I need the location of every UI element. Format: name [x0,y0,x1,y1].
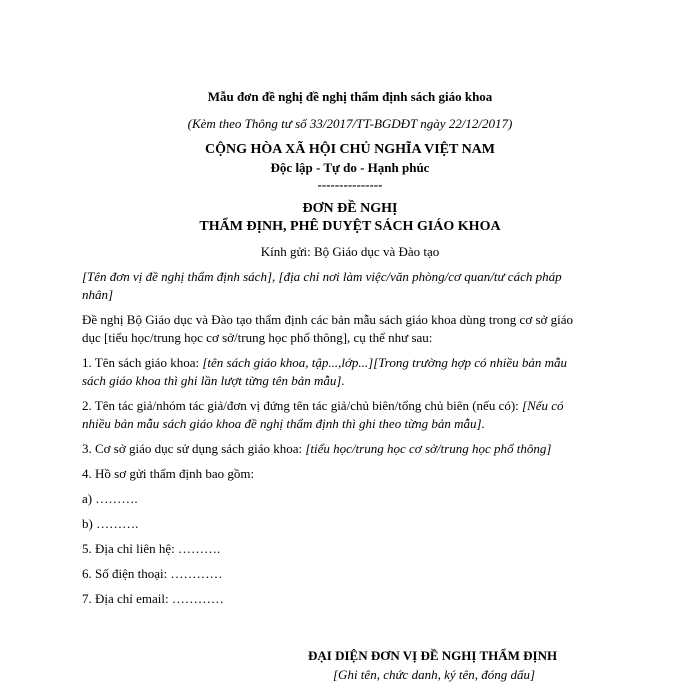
item-3-label: 3. Cơ sở giáo dục sử dụng sách giáo khoa: [82,441,306,456]
motto: Độc lập - Tự do - Hạnh phúc [270,160,430,175]
divider: --------------- [317,177,383,192]
item-1 [82,354,622,372]
doc-title: ĐƠN ĐỀ NGHỊ [302,201,398,216]
request-line-1: Đề nghị Bộ Giáo dục và Đào tạo thẩm định các bản mẫu sách giáo khoa dùng trong cơ sở giáo [82,312,574,327]
doc-subtitle: THẨM ĐỊNH, PHÊ DUYỆT SÁCH GIÁO KHOA [199,219,501,234]
signature-title: ĐẠI DIỆN ĐƠN VỊ ĐỀ NGHỊ THẨM ĐỊNH [308,648,558,663]
item-3-detail: [tiểu học/trung học cơ sở/trung học phổ thông] [305,441,552,456]
recipient: Kính gửi: Bộ Giáo dục và Đào tạo [260,244,440,259]
item-7: 7. Địa chỉ email: ………… [82,591,224,606]
item-4b: b) ………. [82,516,139,531]
request-line-2: dục [tiểu học/trung học cơ sở/trung học phổ thông], cụ thể như sau: [82,330,433,345]
nation-heading: CỘNG HÒA XÃ HỘI CHỦ NGHĨA VIỆT NAM [204,142,495,157]
item-2 [82,397,622,415]
item-4: 4. Hồ sơ gửi thẩm định bao gồm: [82,466,255,481]
attached-note: (Kèm theo Thông tư số 33/2017/TT-BGDĐT ngày 22/12/2017) [187,116,513,131]
item-3 [82,440,622,458]
item-1-line-2: sách giáo khoa thì ghi lần lượt từng tên bản mẫu]. [82,373,345,388]
applicant-line-2: nhân] [82,287,114,302]
item-1-label: 1. Tên sách giáo khoa: [82,355,203,370]
signature-note: [Ghi tên, chức danh, ký tên, đóng dấu] [333,667,536,682]
applicant-line-1: [Tên đơn vị đề nghị thẩm định sách], [địa chỉ nơi làm việc/văn phòng/cơ quan/tư cách pháp [82,269,562,284]
item-2-line-2: nhiều bản mẫu sách giáo khoa đề nghị thẩm định thì ghi theo từng bản mẫu]. [82,416,485,431]
item-6: 6. Số điện thoại: ………… [82,566,223,581]
item-1-detail: [tên sách giáo khoa, tập...,lớp...][Trong trường hợp có nhiều bản mẫu [202,355,568,370]
item-5: 5. Địa chỉ liên hệ: ………. [82,541,221,556]
form-title: Mẫu đơn đề nghị đề nghị thẩm định sách giáo khoa [207,89,493,104]
item-2-label: 2. Tên tác giả/nhóm tác giả/đơn vị đứng tên tác giả/chủ biên/tổng chủ biên (nếu có): [82,398,523,413]
item-2-detail: [Nếu có [522,398,564,413]
item-4a: a) ………. [82,491,138,506]
